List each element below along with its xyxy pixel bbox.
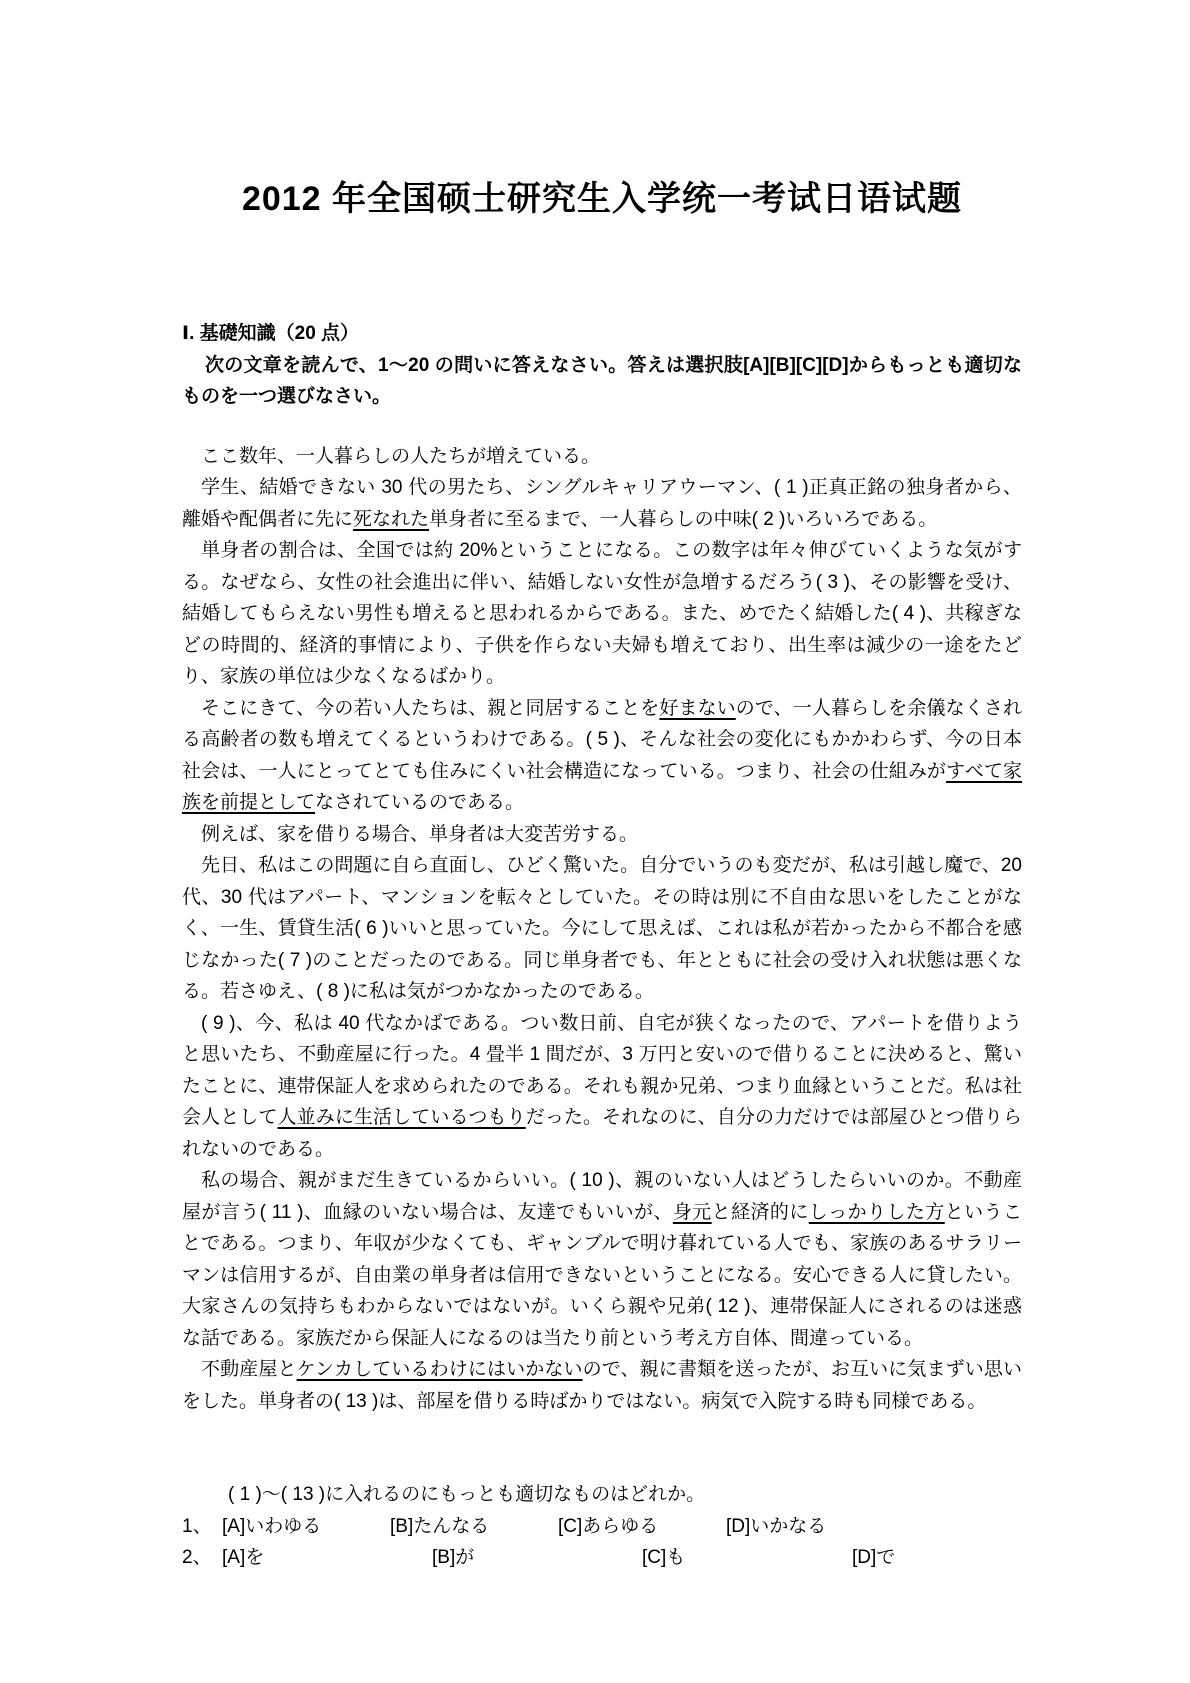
passage-text: 例えば、家を借りる場合、単身者は大変苦労する。 <box>201 823 639 845</box>
passage-text: ので、親に書類を送ったが、お互いに気まずい思いをした。単身者の( 13 )は、部屋を借りる時ばかりではない。病気で入院する時も同様である。 <box>182 1359 1022 1412</box>
passage-paragraph <box>182 1008 1022 1166</box>
underlined-phrase: すべて家族を前提として <box>182 760 1022 813</box>
passage-text: 学生、結婚できない 30 代の男たち、シングルキャリアウーマン、( 1 )正真正銘の独身者から、離婚や配偶者に先に <box>182 477 1022 530</box>
passage <box>182 441 1022 1418</box>
answer-option: [A]いわゆる <box>222 1515 322 1537</box>
answer-option: [A]を <box>222 1547 265 1568</box>
underlined-phrase: 身元 <box>672 1201 712 1223</box>
underlined-phrase: 好まない <box>659 697 736 719</box>
section-heading: Ⅰ. 基礎知識（20 点） <box>182 323 360 344</box>
passage-text: 私の場合、親がまだ生きているからいい。( 10 )、親のいない人はどうしたらいいのか。不動産屋が言う( 11 )、血縁のいない場合は、友達でもいいが、 <box>182 1170 1022 1223</box>
passage-text: ので、一人暮らしを余儀なくされる高齢者の数も増えてくるというわけである。( 5 )、そんな社会の変化にもかかわらず、今の日本社会は、一人にとってとても住みにくい社会構造になっている。つまり、社会の仕組みが <box>182 697 1022 782</box>
underlined-phrase: ケンカしているわけにはいかない <box>296 1359 583 1380</box>
answer-option: [B]たんなる <box>390 1515 490 1537</box>
passage-text: ということである。つまり、年収が少なくても、ギャンブルで明け暮れている人でも、家族のあるサラリーマンは信用するが、自由業の単身者は信用できないということになる。安心できる人に貸したい。大家さんの気持ちもわからないではないが。いくら親や兄弟( 12 )、連帯保証人にされるのは迷惑な話である。家族だから保証人になるのは当たり前という考え方自体、間違っている。 <box>182 1201 1022 1349</box>
question-row <box>182 1511 1022 1543</box>
question-number: 2、 <box>182 1547 212 1568</box>
passage-text: ( 9 )、今、私は 40 代なかばである。つい数日前、自宅が狭くなったので、アパートを借りようと思いたち、不動産屋に行った。4 畳半 1 間だが、3 万円と安いので借りることに決めると、驚いたことに、連帯保証人を求められたのである。それも親か兄弟、つまり血縁ということだ。私は社会人として <box>182 1012 1022 1128</box>
answer-option: [C]あらゆる <box>558 1515 659 1537</box>
page-title: 2012 年全国硕士研究生入学统一考试日语试题 <box>241 180 963 218</box>
answer-option: [D]で <box>852 1547 896 1568</box>
question-list <box>182 1511 1022 1574</box>
passage-text: 不動産屋と <box>201 1359 297 1380</box>
passage-paragraph <box>182 1354 1022 1417</box>
passage-paragraph <box>182 535 1022 693</box>
answer-option: [D]いかなる <box>726 1515 827 1537</box>
underlined-phrase: 死なれた <box>353 508 430 530</box>
question-row <box>182 1542 1022 1574</box>
passage-paragraph <box>182 819 1022 851</box>
passage-paragraph <box>182 1165 1022 1354</box>
passage-paragraph <box>182 850 1022 1008</box>
underlined-phrase: しっかりした方 <box>808 1201 945 1223</box>
question-prompt: ( 1 )～( 13 )に入れるのにもっとも適切なものはどれか。 <box>228 1484 706 1505</box>
passage-text: ここ数年、一人暮らしの人たちが増えている。 <box>201 445 601 467</box>
question-number: 1、 <box>182 1515 212 1537</box>
answer-option: [B]が <box>432 1547 475 1568</box>
passage-text: と経済的に <box>711 1201 809 1223</box>
passage-paragraph <box>182 472 1022 535</box>
passage-paragraph <box>182 693 1022 819</box>
passage-text: なされているのである。 <box>315 792 525 813</box>
passage-text: 単身者に至るまで、一人暮らしの中味( 2 )いろいろである。 <box>429 508 938 530</box>
underlined-phrase: 人並みに生活しているつもり <box>277 1107 526 1128</box>
section-instructions: 次の文章を読んで、1～20 の問いに答えなさい。答えは選択肢[A][B][C][D]からもっとも適切なものを一つ選びなさい。 <box>182 354 1022 407</box>
passage-text: 先日、私はこの問題に自ら直面し、ひどく驚いた。自分でいうのも変だが、私は引越し魔で、20 代、30 代はアパート、マンションを転々としていた。その時は別に不自由な思いをしたことがなく、一生、賃貸生活( 6 )いいと思っていた。今にして思えば、これは私が若かったから不都合を感じなかった( 7 )のことだったのである。同じ単身者でも、年とともに社会の受け入れ状態は悪くなる。若さゆえ、( 8 )に私は気がつかなかったのである。 <box>182 855 1022 1002</box>
answer-option: [C]も <box>642 1547 686 1568</box>
passage-text: だった。それなのに、自分の力だけでは部屋ひとつ借りられないのである。 <box>182 1107 1022 1160</box>
passage-text: そこにきて、今の若い人たちは、親と同居することを <box>201 697 660 719</box>
passage-paragraph <box>182 441 1022 473</box>
passage-text: 単身者の割合は、全国では約 20%ということになる。この数字は年々伸びていくような気がする。なぜなら、女性の社会進出に伴い、結婚しない女性が急増するだろう( 3 )、その影響を受け、結婚してもらえない男性も増えると思われるからである。また、めでたく結婚した( 4 )、共稼ぎなどの時間的、経済的事情により、子供を作らない夫婦も増えており、出生率は減少の一途をたどり、家族の単位は少なくなるばかり。 <box>182 540 1022 687</box>
